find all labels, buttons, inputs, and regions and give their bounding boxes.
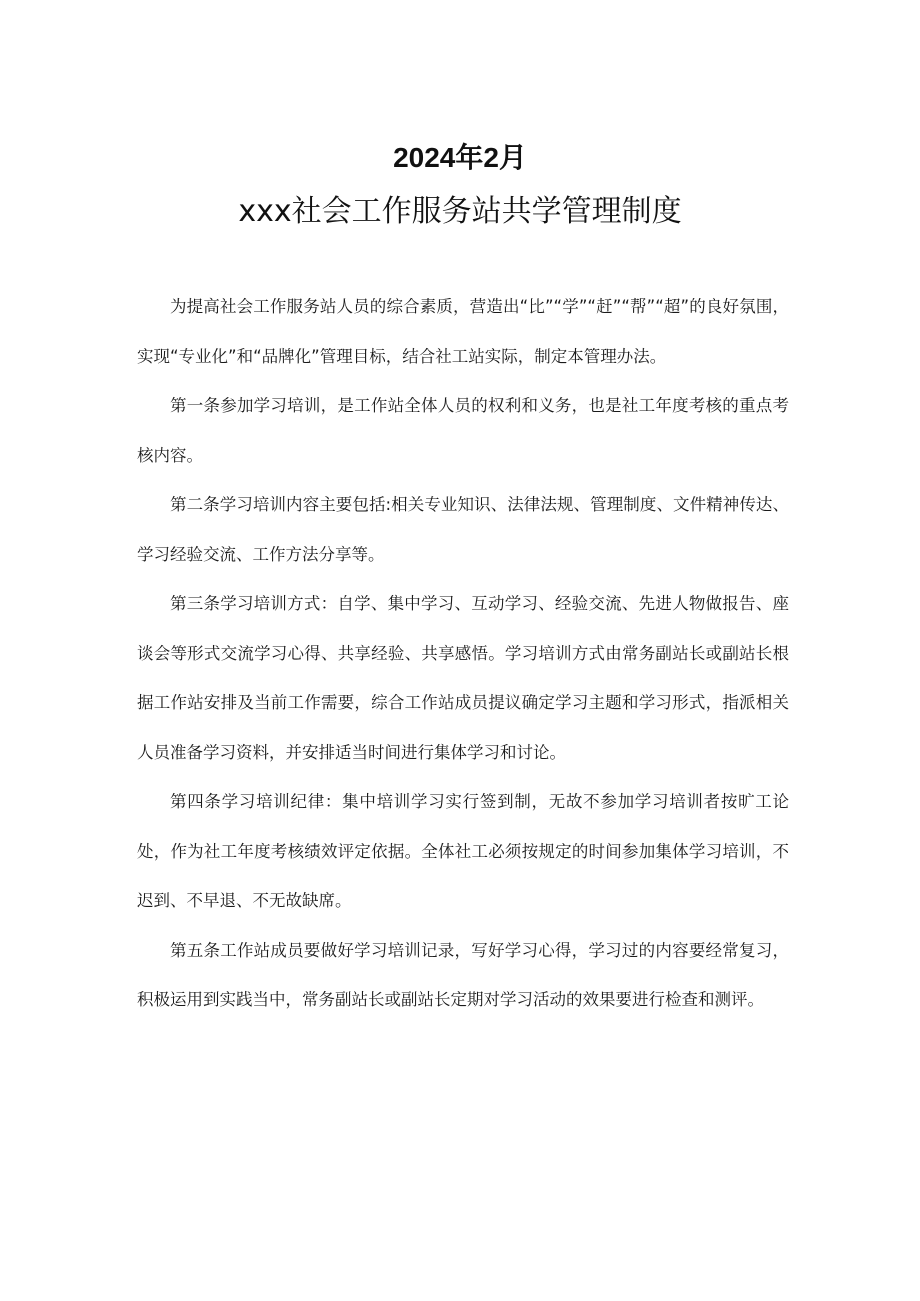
document-body <box>137 282 789 1025</box>
paragraph-article-3: 第三条学习培训方式：自学、集中学习、互动学习、经验交流、先进人物做报告、座谈会等形式交流学习心得、共享经验、共享感悟。学习培训方式由常务副站长或副站长根据工作站安排及当前工作需要，综合工作站成员提议确定学习主题和学习形式，指派相关人员准备学习资料，并安排适当时间进行集体学习和讨论。 <box>137 594 789 762</box>
paragraph-article-1: 第一条参加学习培训，是工作站全体人员的权利和义务，也是社工年度考核的重点考核内容。 <box>137 396 789 465</box>
paragraph-intro: 为提高社会工作服务站人员的综合素质，营造出“比”“学”“赶”“帮”“超”的良好氛围，实现“专业化”和“品牌化”管理目标，结合社工站实际，制定本管理办法。 <box>137 297 789 366</box>
paragraph-article-5: 第五条工作站成员要做好学习培训记录，写好学习心得，学习过的内容要经常复习，积极运用到实践当中，常务副站长或副站长定期对学习活动的效果要进行检查和测评。 <box>137 940 789 1009</box>
paragraph-article-4: 第四条学习培训纪律：集中培训学习实行签到制，无故不参加学习培训者按旷工论处，作为社工年度考核绩效评定依据。全体社工必须按规定的时间参加集体学习培训，不迟到、不早退、不无故缺席。 <box>137 792 789 910</box>
document-title: xxx社会工作服务站共学管理制度 <box>238 194 682 229</box>
document-date: 2024年2月 <box>393 142 527 173</box>
paragraph-article-2: 第二条学习培训内容主要包括:相关专业知识、法律法规、管理制度、文件精神传达、学习经验交流、工作方法分享等。 <box>137 495 789 564</box>
